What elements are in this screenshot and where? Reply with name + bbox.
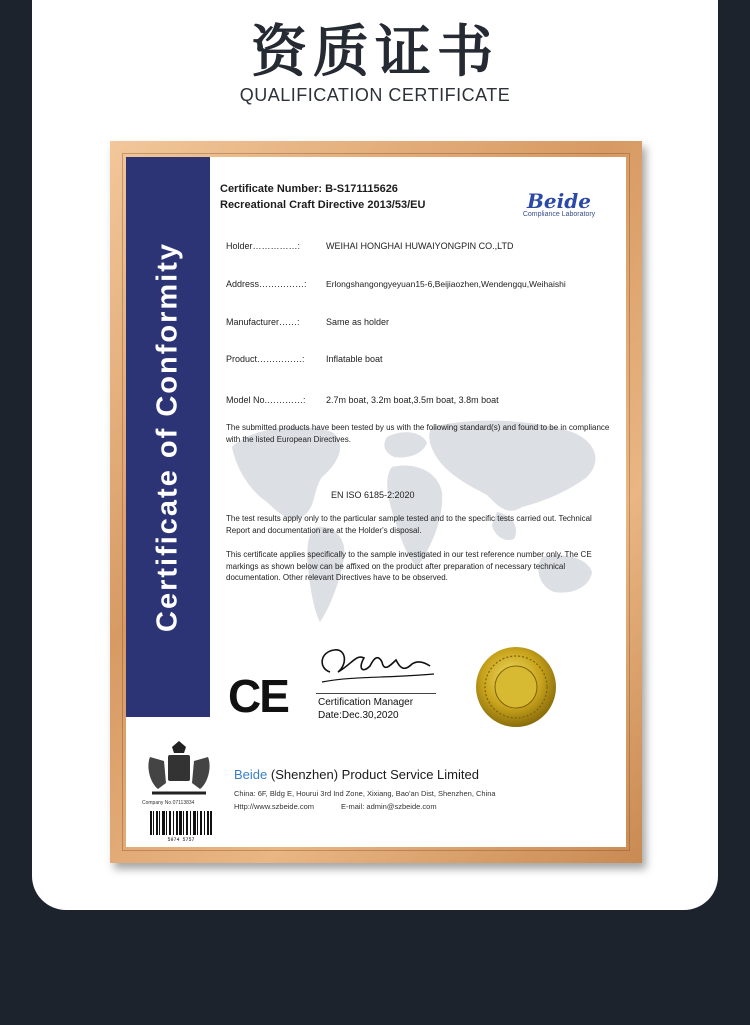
footer-address: China: 6F, Bldg E, Hourui 3rd Ind Zone, Xixiang, Bao'an Dist, Shenzhen, China xyxy=(234,789,496,798)
company-number: Company No.07113834 xyxy=(142,800,195,806)
signer-date: Date:Dec.30,2020 xyxy=(318,710,399,721)
model-value: 2.7m boat, 3.2m boat,3.5m boat, 3.8m boat xyxy=(326,395,499,405)
model-label: Model No.…………: xyxy=(226,395,306,405)
certificate-number: Certificate Number: B-S171115626 xyxy=(220,183,398,195)
footer-brand: Beide xyxy=(234,767,268,782)
royal-crest xyxy=(144,739,214,799)
manufacturer-label: Manufacturer……: xyxy=(226,317,300,327)
signature-line xyxy=(316,693,436,694)
standard: EN ISO 6185-2:2020 xyxy=(331,490,415,500)
footer-website: Http://www.szbeide.com xyxy=(234,802,315,811)
tested-statement: The submitted products have been tested by us with the following standard(s) and found to be in compliance with the listed European Directives. xyxy=(226,423,610,444)
certificate-header xyxy=(220,181,425,213)
certificate-paper xyxy=(126,157,626,847)
brand-logo xyxy=(514,189,604,218)
certificate-frame xyxy=(110,141,642,863)
holder-label: Holder……………: xyxy=(226,241,301,251)
ce-statement: This certificate applies specifically to the sample investigated in our test reference number only. The CE markings as shown below can be affixed on the product after preparation of necessary technical documentation. Other relevant Directives have to be observed. xyxy=(226,550,592,582)
product-value: Inflatable boat xyxy=(326,354,383,364)
signer-title: Certification Manager xyxy=(318,697,414,708)
gold-seal xyxy=(474,645,558,729)
side-band-title: Certificate of Conformity xyxy=(151,242,184,632)
page-title: 资质证书 xyxy=(251,20,499,85)
footer-company-rest: (Shenzhen) Product Service Limited xyxy=(267,767,479,782)
directive: Recreational Craft Directive 2013/53/EU xyxy=(220,199,426,211)
brand-logo-subtitle: Compliance Laboratory xyxy=(522,211,596,218)
address-label: Address……………: xyxy=(226,279,307,289)
manufacturer-value: Same as holder xyxy=(326,317,390,327)
barcode-digits: 5974 5757 xyxy=(167,837,195,841)
address-value: Erlongshangongyeyuan15-6,Beijiaozhen,Wendengqu,Weihaishi xyxy=(326,279,566,289)
brand-logo-word: Beide xyxy=(527,189,591,213)
ce-mark: CE xyxy=(228,670,288,722)
side-band xyxy=(126,157,210,717)
footer-email: E-mail: admin@szbeide.com xyxy=(341,802,437,811)
footer-company xyxy=(234,767,479,782)
product-label: Product……………: xyxy=(226,354,305,364)
barcode xyxy=(150,811,212,841)
page-subtitle: QUALIFICATION CERTIFICATE xyxy=(239,85,511,105)
signer-block xyxy=(318,696,413,722)
results-statement: The test results apply only to the particular sample tested and to the specific tests carried out. Technical Report and documentation are at the Holder's disposal. xyxy=(226,514,592,535)
signature xyxy=(312,642,438,690)
holder-value: WEIHAI HONGHAI HUWAIYONGPIN CO.,LTD xyxy=(326,241,514,251)
